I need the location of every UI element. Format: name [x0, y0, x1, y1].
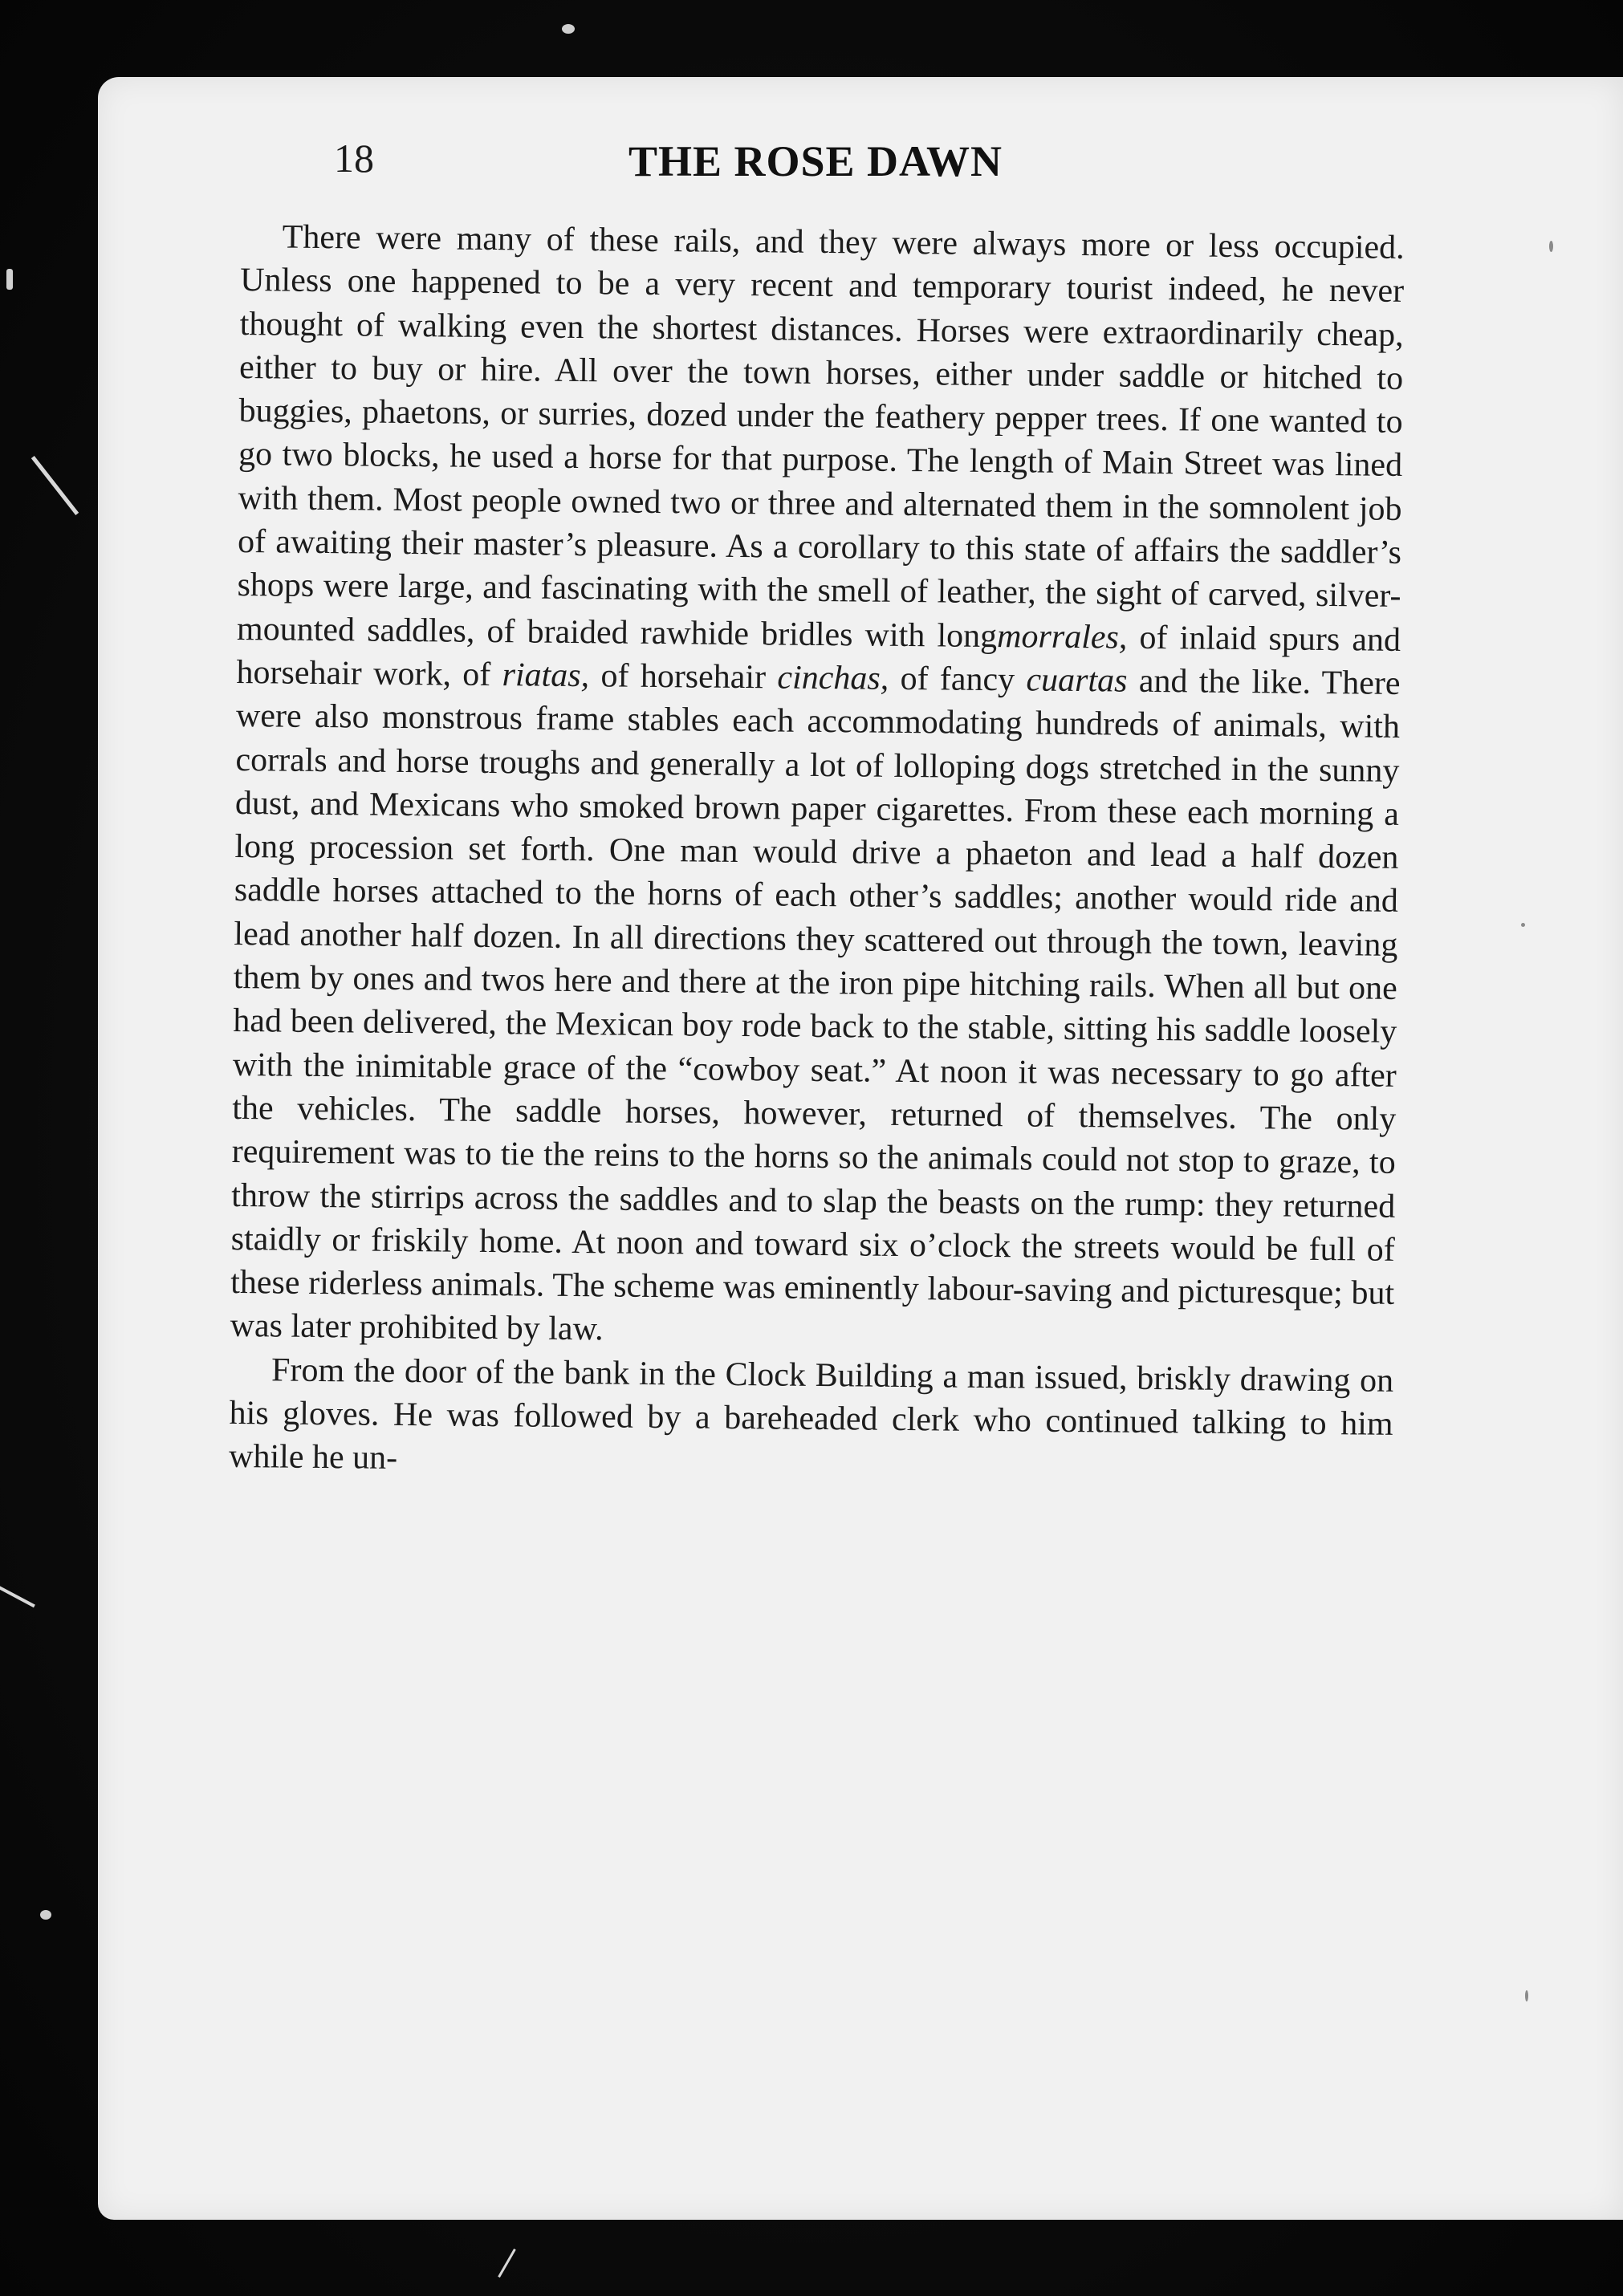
page-speck [1521, 923, 1525, 927]
paragraph-2: From the door of the bank in the Clock Building a man issued, briskly drawing on his gloves. He was followed by a bareheaded clerk who continued talking to him while he un- [228, 1351, 1394, 1477]
paragraph-1-text-c: of horsehair [600, 657, 767, 697]
dust-speck [562, 24, 575, 34]
italic-word-riatas: riatas, [502, 656, 590, 695]
page-speck [1525, 1990, 1528, 2001]
page-speck [1549, 241, 1553, 252]
paragraph-1-text-e: and the like. There were also monstrous frame stables each accommodating hundreds of animals, with corrals and horse troughs and generally a lot of lolloping dogs stretched in the sunny dust, and Mexicans who smoked brown paper cigarettes. From these each morning a long procession set forth. One man would drive a phaeton and lead a half dozen saddle horses attached to the horns of each other’s saddles; another would ride and lead another half dozen. In all directions they scattered out through the town, leaving them by ones and twos here and there at the iron pipe hitching rails. When all but one had been delivered, the Mexican boy rode back to the stable, sitting his saddle loosely with the inimitable grace of the “cowboy seat.” At noon it was necessary to go after the vehicles. The saddle horses, however, returned of themselves. The only requirement was to tie the reins to the horns so the animals could not stop to graze, to throw the stirrips across the saddles and to slap the beasts on the rump: they returned staidly or friskily home. At noon and toward six o’clock the streets would be full of these riderless animals. The scheme was eminently labour-saving and picturesque; but was later prohibited by law. [230, 662, 1401, 1348]
italic-word-cinchas: cinchas, [777, 659, 889, 697]
scratch-mark [31, 456, 79, 515]
scratch-mark [498, 2249, 516, 2278]
running-title: THE ROSE DAWN [628, 137, 1003, 185]
paragraph-1-text-b: of inlaid spurs and horsehair work, of [236, 619, 1401, 693]
paragraph-1-text-a: There were many of these rails, and they were always more or less occupied. Unless one happened to be a very recent and temporary tourist indeed, he never thought of walking even the shortest distances. Horses were extraordinarily cheap, either to buy or hire. All over the town horses, either under saddle or hitched to buggies, phaetons, or surries, dozed under the feathery pepper trees. If one wanted to go two blocks, he used a horse for that purpose. The length of Main Street was lined with them. Most people owned two or three and alternated them in the somnolent job of awaiting their master’s pleasure. As a corollary to this state of affairs the saddler’s shops were large, and fascinating with the smell of leather, the sight of carved, silver-mounted saddles, of braided rawhide bridles with long [236, 218, 1405, 655]
italic-word-morrales: morrales, [996, 617, 1128, 656]
page-number: 18 [334, 136, 374, 181]
paragraph-1-text-d: of fancy [900, 660, 1015, 699]
dust-speck [40, 1910, 51, 1920]
dust-speck [6, 269, 13, 290]
italic-word-cuartas: cuartas [1026, 661, 1128, 700]
page-header [238, 135, 1393, 215]
paragraph-1 [230, 215, 1404, 1359]
body-text [229, 215, 1405, 1489]
scratch-mark [0, 1579, 35, 1607]
